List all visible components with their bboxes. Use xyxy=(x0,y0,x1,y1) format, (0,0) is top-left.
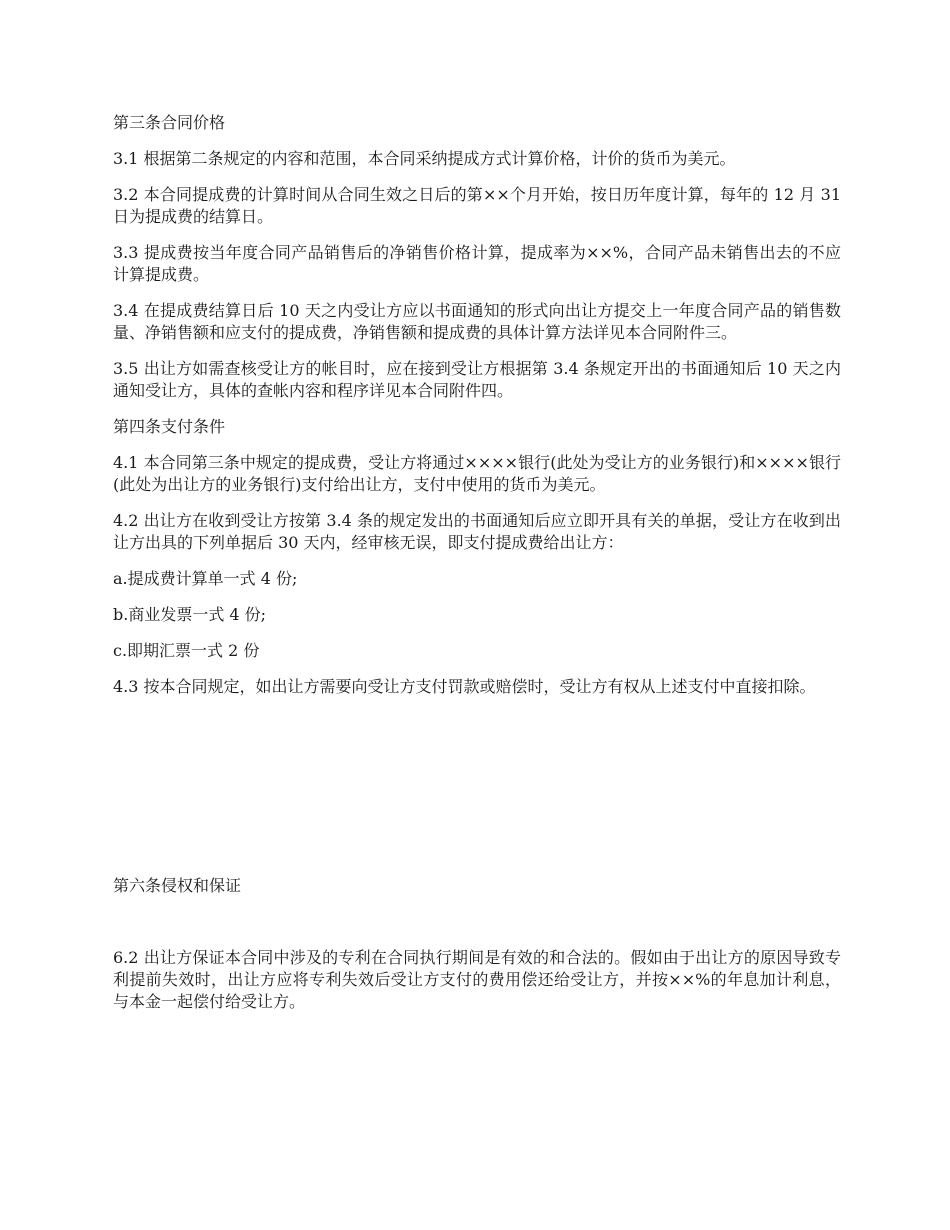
clause-3-1: 3.1 根据第二条规定的内容和范围，本合同采纳提成方式计算价格，计价的货币为美元。 xyxy=(113,149,736,168)
clause-6-2: 6.2 出让方保证本合同中涉及的专利在合同执行期间是有效的和合法的。假如由于出让方的原因导致专利提前失效时，出让方应将专利失效后受让方支付的费用偿还给受让方，并按××%的年息加计利息，与本金一起偿付给受让方。 xyxy=(113,948,841,1011)
list-item-b: b.商业发票一式 4 份; xyxy=(113,605,267,624)
clause-4-1: 4.1 本合同第三条中规定的提成费，受让方将通过××××银行(此处为受让方的业务银行)和××××银行(此处为出让方的业务银行)支付给出让方，支付中使用的货币为美元。 xyxy=(113,453,841,494)
blank-space xyxy=(113,712,841,875)
article-4-heading: 第四条支付条件 xyxy=(113,417,226,436)
clause-4-3: 4.3 按本合同规定，如出让方需要向受让方支付罚款或赔偿时，受让方有权从上述支付中直接扣除。 xyxy=(113,677,816,696)
list-item-a: a.提成费计算单一式 4 份; xyxy=(113,569,298,588)
clause-3-4: 3.4 在提成费结算日后 10 天之内受让方应以书面通知的形式向出让方提交上一年度合同产品的销售数量、净销售额和应支付的提成费，净销售额和提成费的具体计算方法详见本合同附件三。 xyxy=(113,301,841,342)
clause-3-3: 3.3 提成费按当年度合同产品销售后的净销售价格计算，提成率为××%，合同产品未销售出去的不应计算提成费。 xyxy=(113,243,841,284)
clause-3-2: 3.2 本合同提成费的计算时间从合同生效之日后的第××个月开始，按日历年度计算，每年的 12 月 31 日为提成费的结算日。 xyxy=(113,185,841,226)
blank-space xyxy=(113,911,841,947)
document-page xyxy=(113,112,841,1027)
list-item-c: c.即期汇票一式 2 份 xyxy=(113,641,260,660)
article-6-heading: 第六条侵权和保证 xyxy=(113,876,242,895)
clause-4-2: 4.2 出让方在收到受让方按第 3.4 条的规定发出的书面通知后应立即开具有关的单据，受让方在收到出让方出具的下列单据后 30 天内，经审核无误，即支付提成费给出让方： xyxy=(113,511,841,552)
article-3-heading: 第三条合同价格 xyxy=(113,113,226,132)
clause-3-5: 3.5 出让方如需查核受让方的帐目时，应在接到受让方根据第 3.4 条规定开出的书面通知后 10 天之内通知受让方，具体的查帐内容和程序详见本合同附件四。 xyxy=(113,359,841,400)
